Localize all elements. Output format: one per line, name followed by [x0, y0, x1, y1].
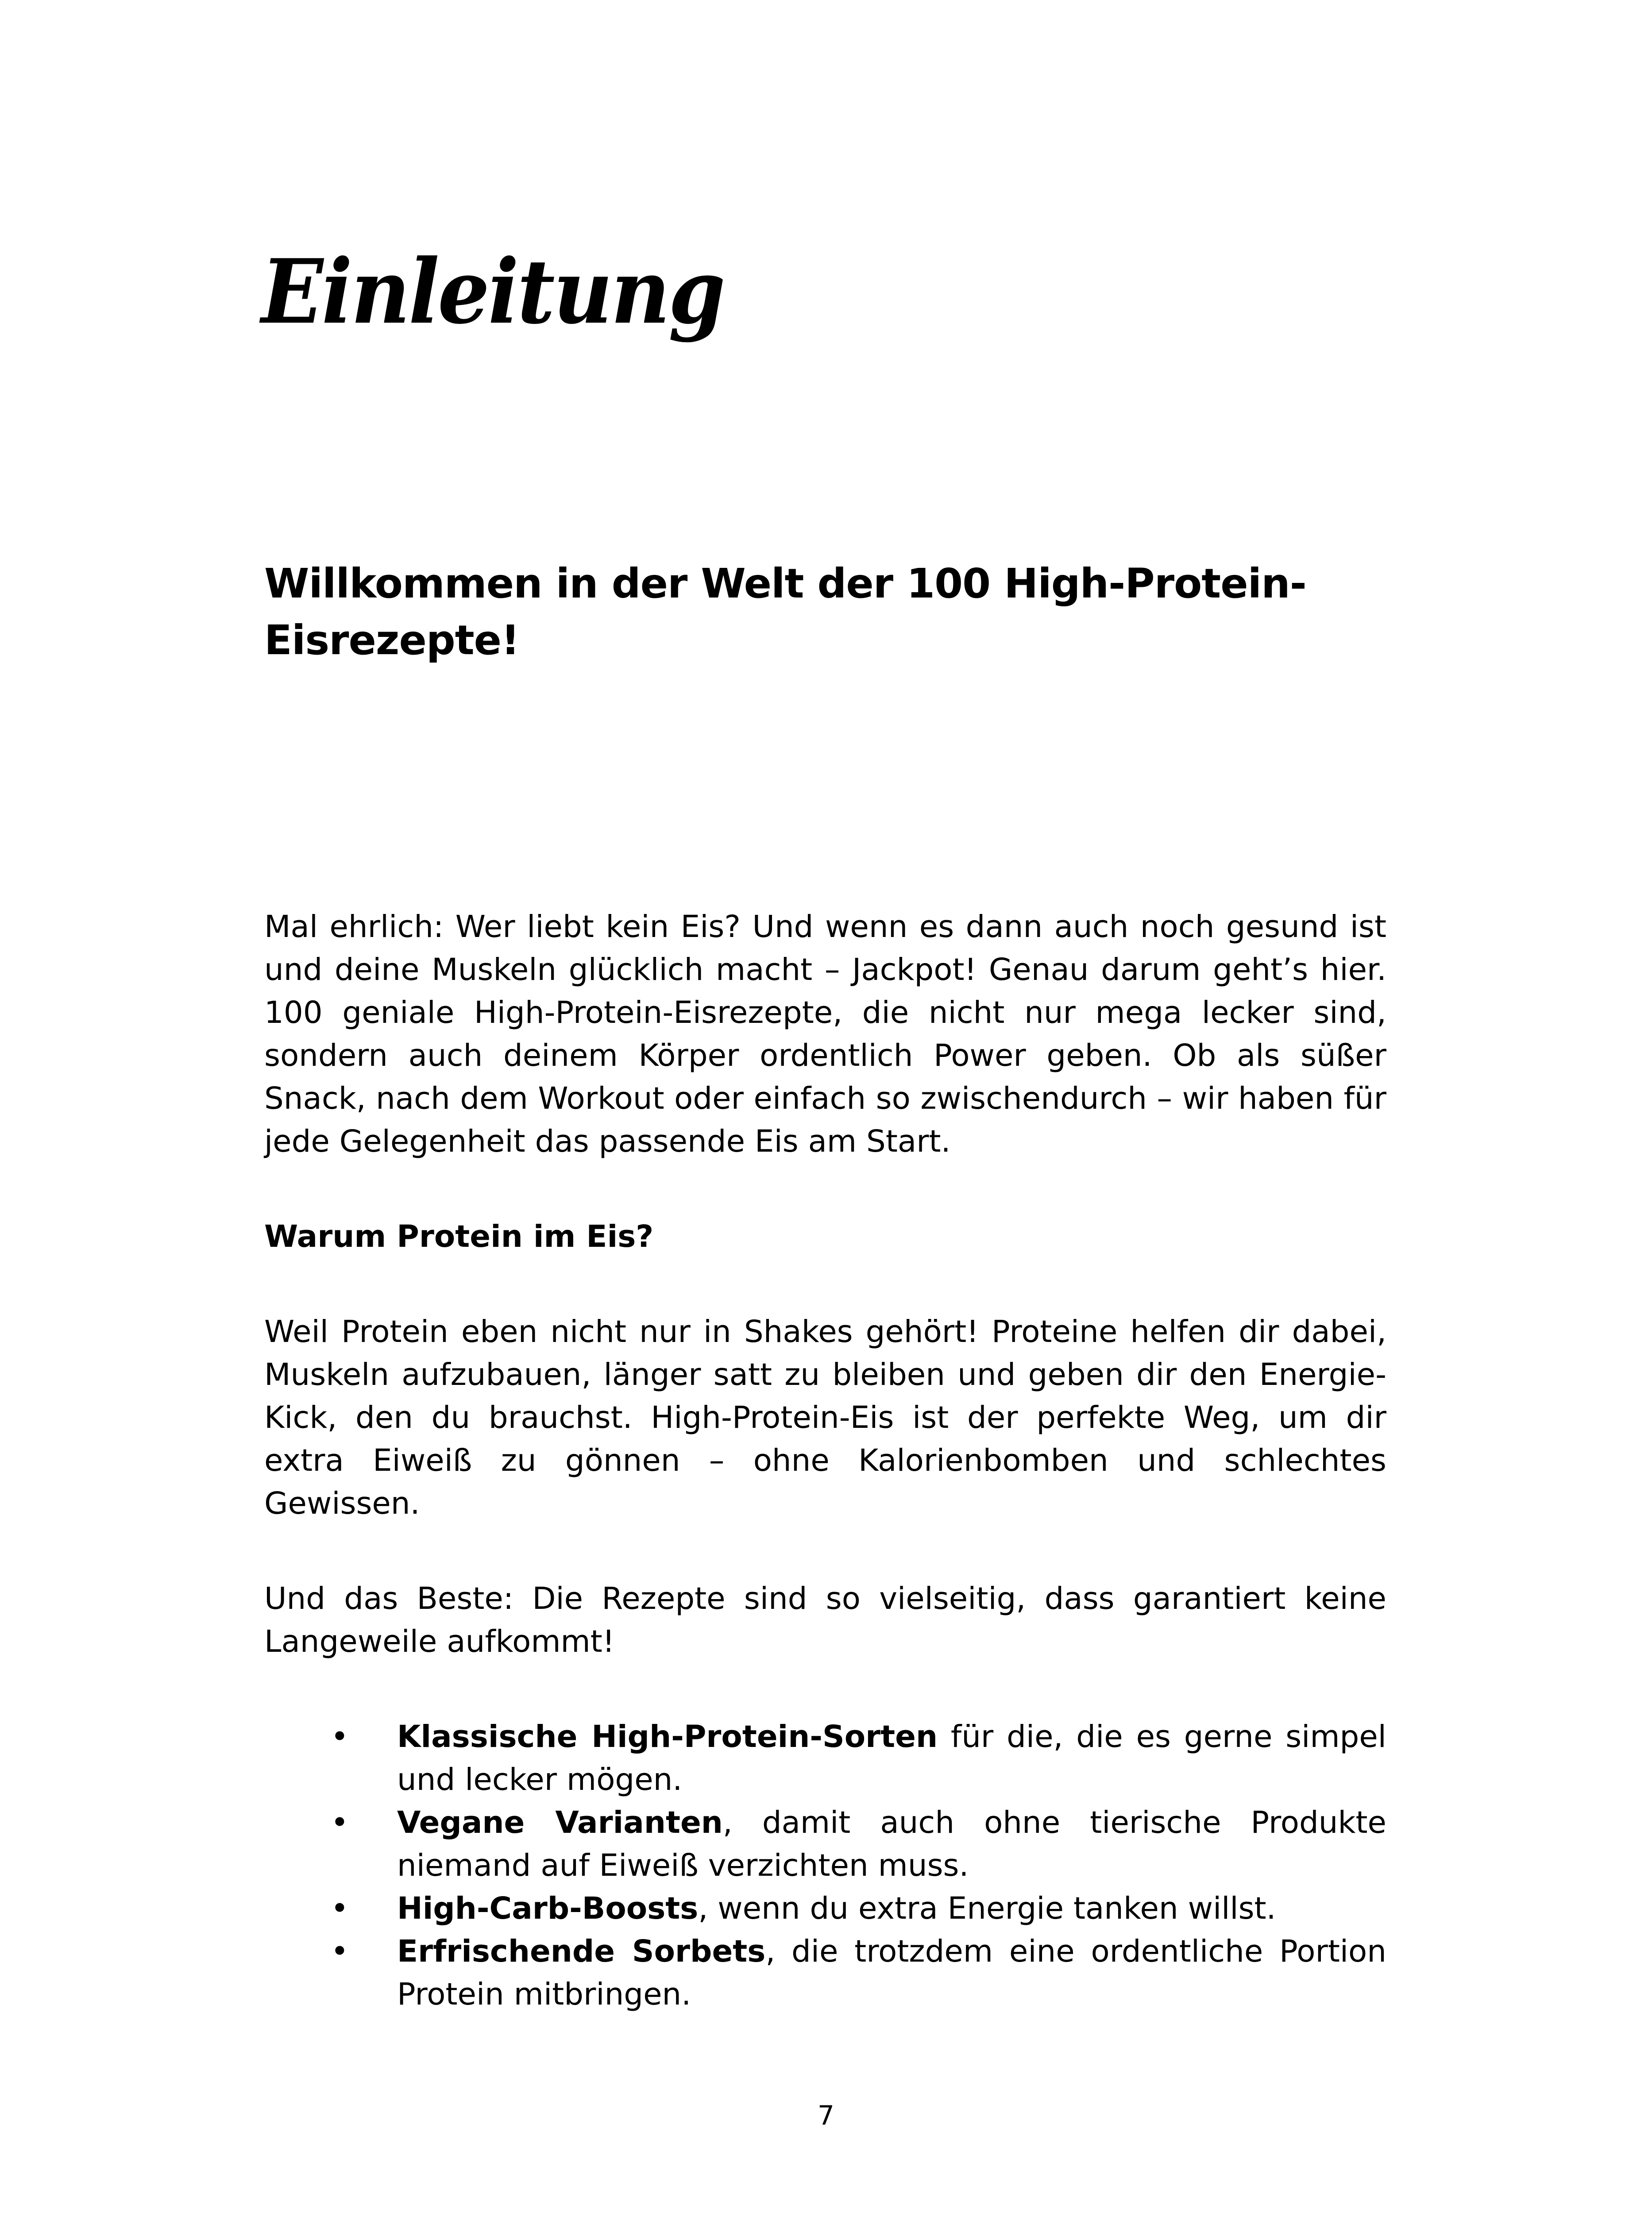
list-item-title: Klassische High-Protein-Sorten — [397, 1719, 938, 1754]
headline-line-1: Willkommen in der Welt der 100 High-Protein- — [264, 560, 1306, 607]
list-item — [264, 1887, 1386, 1930]
list-item-text: für die, die es gerne simpel und lecker mögen. — [397, 1719, 1386, 1797]
page-number: 7 — [817, 2100, 835, 2131]
list-item-text: , damit auch ohne tierische Produkte niemand auf Eiweiß verzichten muss. — [397, 1805, 1387, 1883]
list-item-title: High-Carb-Boosts — [397, 1891, 699, 1926]
headline-line-2: Eisrezepte! — [264, 617, 520, 664]
section-heading-why-protein: Warum Protein im Eis? — [264, 1219, 654, 1254]
page-content — [264, 555, 1386, 2016]
list-item-text: , wenn du extra Energie tanken willst. — [698, 1891, 1276, 1926]
list-item-title: Erfrischende Sorbets — [397, 1934, 766, 1969]
page-headline — [264, 555, 1386, 669]
list-item — [264, 1716, 1386, 1801]
list-item-title: Vegane Varianten — [397, 1805, 723, 1840]
best-paragraph: Und das Beste: Die Rezepte sind so vielseitig, dass garantiert keine Langeweile aufkommt! — [264, 1581, 1386, 1659]
intro-paragraph: Mal ehrlich: Wer liebt kein Eis? Und wenn es dann auch noch gesund ist und deine Muskeln glücklich macht – Jackpot! Genau darum geht’s hier. 100 geniale High-Protein-Eisrezepte, die nicht nur mega lecker sind, sondern auch deinem Körper ordentlich Power geben. Ob als süßer Snack, nach dem Workout oder einfach so zwischendurch – wir haben für jede Gelegenheit das passende Eis am Start. — [264, 909, 1386, 1159]
bullet-icon: • — [331, 1805, 349, 1840]
recipe-category-list — [264, 1716, 1386, 2016]
bullet-icon: • — [331, 1891, 349, 1926]
list-item-text: , die trotzdem eine ordentliche Portion Protein mitbringen. — [397, 1934, 1386, 2012]
list-item — [264, 1930, 1386, 2016]
list-item — [264, 1801, 1386, 1887]
bullet-icon: • — [331, 1719, 349, 1754]
why-protein-paragraph: Weil Protein eben nicht nur in Shakes gehört! Proteine helfen dir dabei, Muskeln aufzubauen, länger satt zu bleiben und geben dir den Energie-Kick, den du brauchst. High-Protein-Eis ist der perfekte Weg, um dir extra Eiweiß zu gönnen – ohne Kalorienbomben und schlechtes Gewissen. — [264, 1314, 1386, 1521]
bullet-icon: • — [331, 1934, 349, 1969]
chapter-title: Einleitung — [261, 240, 724, 344]
